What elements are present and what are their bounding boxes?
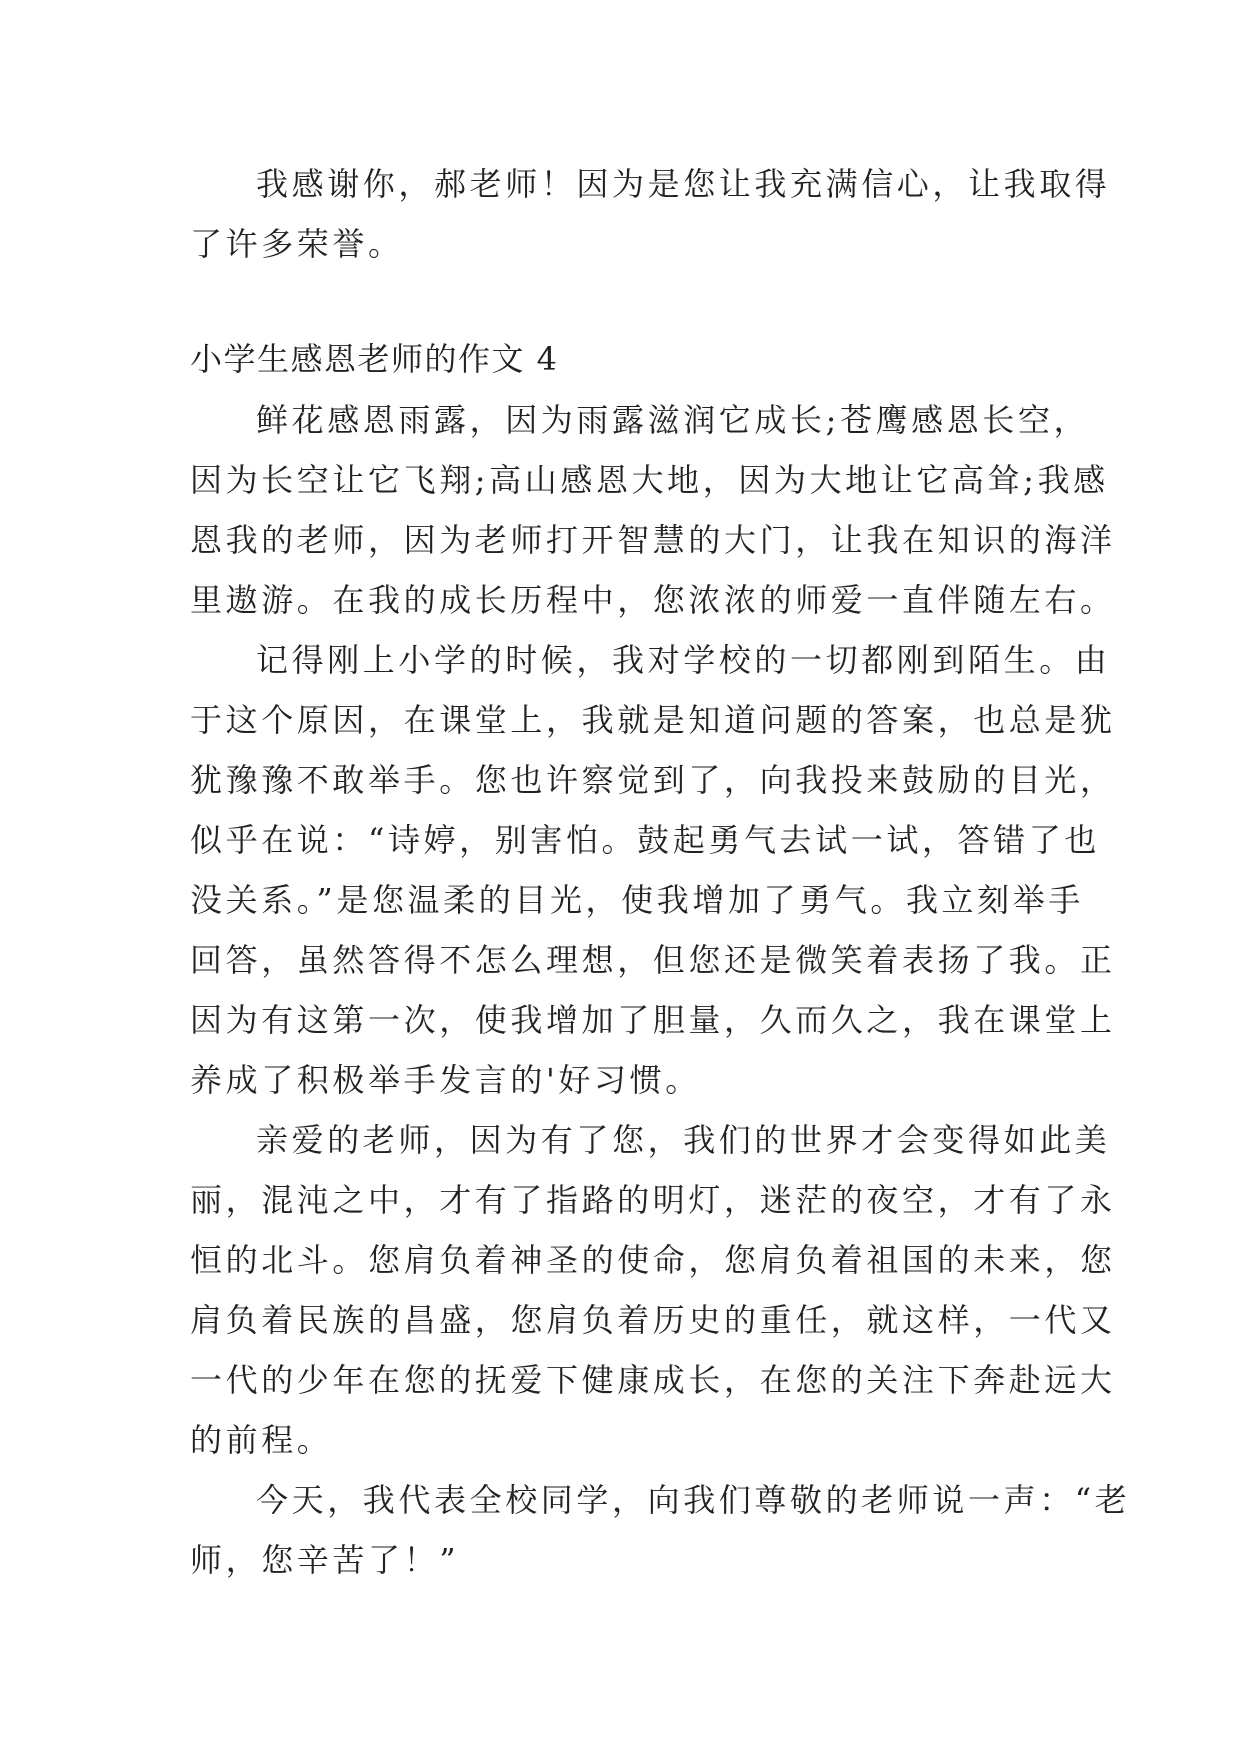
section-heading: 小学生感恩老师的作文 4 bbox=[190, 340, 559, 378]
paragraph-line: 因为长空让它飞翔;高山感恩大地，因为大地让它高耸;我感 bbox=[190, 461, 1109, 499]
paragraph-line: 鲜花感恩雨露，因为雨露滋润它成长;苍鹰感恩长空， bbox=[256, 401, 1090, 439]
paragraph-line: 记得刚上小学的时候，我对学校的一切都刚到陌生。由 bbox=[256, 641, 1111, 679]
paragraph-line: 因为有这第一次，使我增加了胆量，久而久之，我在课堂上 bbox=[190, 1001, 1116, 1039]
paragraph-line: 没关系。”是您温柔的目光，使我增加了勇气。我立刻举手 bbox=[190, 881, 1084, 919]
paragraph-line: 里遨游。在我的成长历程中，您浓浓的师爱一直伴随左右。 bbox=[190, 581, 1116, 619]
paragraph-line: 犹豫豫不敢举手。您也许察觉到了，向我投来鼓励的目光， bbox=[190, 761, 1116, 799]
paragraph-line: 我感谢你，郝老师！因为是您让我充满信心，让我取得 bbox=[256, 165, 1111, 203]
paragraph-line: 养成了积极举手发言的'好习惯。 bbox=[190, 1061, 701, 1099]
paragraph-line: 的前程。 bbox=[190, 1421, 333, 1459]
paragraph-line: 丽，混沌之中，才有了指路的明灯，迷茫的夜空，才有了永 bbox=[190, 1181, 1116, 1219]
paragraph-line: 于这个原因，在课堂上，我就是知道问题的答案，也总是犹 bbox=[190, 701, 1116, 739]
paragraph-line: 恒的北斗。您肩负着神圣的使命，您肩负着祖国的未来，您 bbox=[190, 1241, 1116, 1279]
paragraph-line: 一代的少年在您的抚爱下健康成长，在您的关注下奔赴远大 bbox=[190, 1361, 1116, 1399]
paragraph-line: 似乎在说：“诗婷，别害怕。鼓起勇气去试一试，答错了也 bbox=[190, 821, 1100, 859]
paragraph-line: 今天，我代表全校同学，向我们尊敬的老师说一声：“老 bbox=[256, 1481, 1131, 1519]
paragraph-line: 了许多荣誉。 bbox=[190, 225, 404, 263]
paragraph-line: 师，您辛苦了！” bbox=[190, 1541, 460, 1579]
paragraph-line: 恩我的老师，因为老师打开智慧的大门，让我在知识的海洋 bbox=[190, 521, 1116, 559]
paragraph-line: 亲爱的老师，因为有了您，我们的世界才会变得如此美 bbox=[256, 1121, 1111, 1159]
paragraph-line: 回答，虽然答得不怎么理想，但您还是微笑着表扬了我。正 bbox=[190, 941, 1116, 979]
paragraph-line: 肩负着民族的昌盛，您肩负着历史的重任，就这样，一代又 bbox=[190, 1301, 1116, 1339]
